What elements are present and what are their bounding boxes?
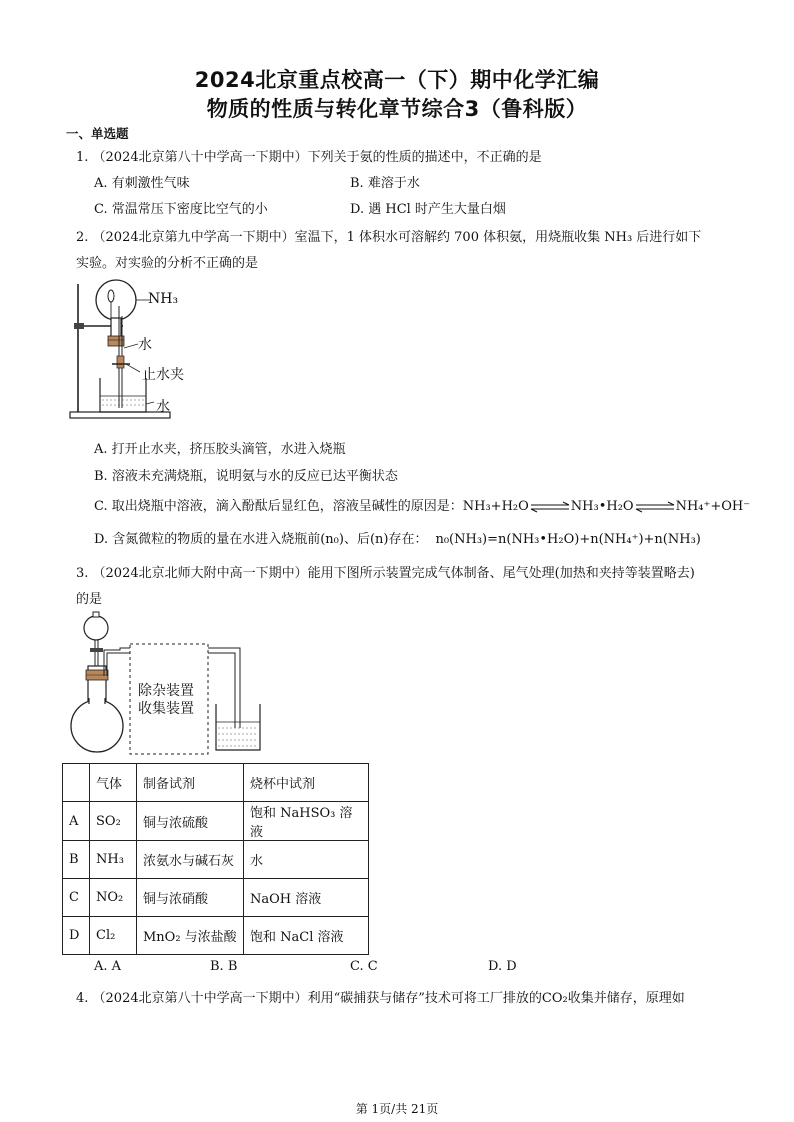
table-cell: C	[63, 879, 90, 917]
document-title-line2: 物质的性质与转化章节综合3（鲁科版）	[206, 97, 588, 121]
q3-option-d: D. D	[488, 959, 517, 974]
table-cell: 饱和 NaHSO₃ 溶液	[244, 802, 369, 841]
table-row	[63, 841, 369, 879]
q2-option-c	[94, 495, 750, 514]
q2-option-a: A. 打开止水夹，挤压胶头滴管，水进入烧瓶	[94, 442, 346, 457]
q2-label-water-top: 水	[138, 337, 152, 353]
section-heading: 一、单选题	[66, 126, 129, 141]
table-cell: NO₂	[90, 879, 137, 917]
q2-option-c-text: C. 取出烧瓶中溶液，滴入酚酞后显红色，溶液呈碱性的原因是：	[94, 499, 463, 514]
q1-option-c: C. 常温常压下密度比空气的小	[94, 202, 268, 217]
q3-box-label-purify: 除杂装置	[138, 683, 194, 699]
q2-option-c-eq-mid: NH₃•H₂O	[570, 499, 634, 514]
table-cell: A	[63, 802, 90, 841]
page-footer: 第 1页/共 21页	[355, 1102, 439, 1116]
table-cell: B	[63, 841, 90, 879]
table-cell: MnO₂ 与浓盐酸	[137, 917, 244, 955]
q2-option-c-eq-left: NH₃+H₂O	[462, 499, 529, 514]
reversible-arrow-icon	[529, 501, 571, 513]
q2-stem-line2: 实验。对实验的分析不正确的是	[76, 256, 259, 271]
q3-option-c: C. C	[350, 959, 378, 974]
q2-option-b: B. 溶液未充满烧瓶，说明氨与水的反应已达平衡状态	[94, 469, 398, 484]
q3-option-a: A. A	[94, 959, 122, 974]
q2-label-water-bottom: 水	[156, 399, 170, 415]
q2-label-nh3: NH₃	[148, 291, 179, 307]
table-row	[63, 917, 369, 955]
table-header-cell	[63, 764, 90, 802]
q1-stem: 1. （2024北京第八十中学高一下期中）下列关于氨的性质的描述中，不正确的是	[76, 150, 542, 165]
q1-option-d: D. 遇 HCl 时产生大量白烟	[350, 202, 506, 217]
table-cell: 铜与浓硫酸	[137, 802, 244, 841]
table-cell: Cl₂	[90, 917, 137, 955]
table-row	[63, 879, 369, 917]
reversible-arrow-icon	[634, 501, 676, 513]
q1-option-b: B. 难溶于水	[350, 176, 420, 191]
q1-option-a: A. 有刺激性气味	[94, 176, 190, 191]
q3-box-label-collect: 收集装置	[138, 701, 194, 717]
q2-option-c-eq-right: NH₄⁺+OH⁻	[675, 499, 751, 514]
table-cell: SO₂	[90, 802, 137, 841]
table-header-row	[63, 764, 369, 802]
table-cell: 浓氨水与碱石灰	[137, 841, 244, 879]
table-cell: 水	[244, 841, 369, 879]
table-header-cell: 烧杯中试剂	[244, 764, 369, 802]
table-cell: 铜与浓硝酸	[137, 879, 244, 917]
table-row	[63, 802, 369, 841]
q3-options-table	[62, 763, 369, 955]
q2-option-d-eq: n₀(NH₃)=n(NH₃•H₂O)+n(NH₄⁺)+n(NH₃)	[435, 532, 701, 547]
q2-label-clamp: 止水夹	[142, 367, 184, 383]
table-cell: NH₃	[90, 841, 137, 879]
table-header-cell: 制备试剂	[137, 764, 244, 802]
q2-option-d-text: D. 含氮微粒的物质的量在水进入烧瓶前(n₀)、后(n)存在：	[94, 532, 428, 547]
q2-stem-line1: 2. （2024北京第九中学高一下期中）室温下，1 体积水可溶解约 700 体积氨，用烧瓶收集 NH₃ 后进行如下	[76, 230, 702, 245]
q3-stem-line2: 的是	[76, 592, 103, 607]
table-cell: 饱和 NaCl 溶液	[244, 917, 369, 955]
document-title-line1: 2024北京重点校高一（下）期中化学汇编	[194, 68, 600, 92]
table-cell: D	[63, 917, 90, 955]
q2-option-d	[94, 528, 701, 547]
q3-stem-line1: 3. （2024北京北师大附中高一下期中）能用下图所示装置完成气体制备、尾气处理(加热和夹持等装置略去)	[76, 566, 695, 581]
table-header-cell: 气体	[90, 764, 137, 802]
q3-option-b: B. B	[210, 959, 238, 974]
q4-stem: 4. （2024北京第八十中学高一下期中）利用“碳捕获与储存”技术可将工厂排放的CO₂收集并储存，原理如	[76, 991, 685, 1006]
table-cell: NaOH 溶液	[244, 879, 369, 917]
